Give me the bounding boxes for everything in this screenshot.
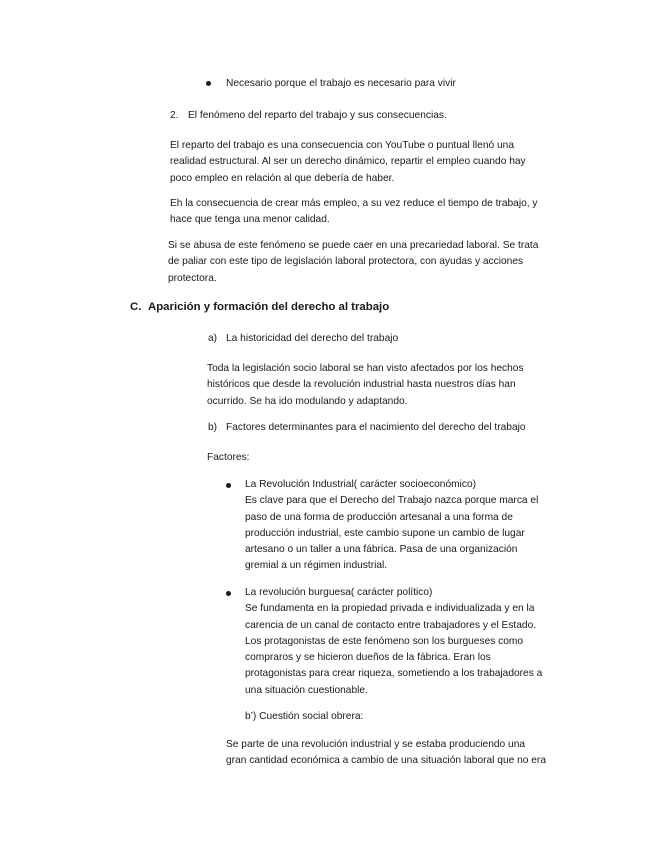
sub-label: a) bbox=[208, 333, 218, 344]
section-heading: Aparición y formación del derecho al trabajo bbox=[148, 301, 390, 313]
sub-heading-b-prime: b’) Cuestión social obrera: bbox=[245, 711, 364, 722]
paragraph-line: ocurrido. Se ha ido modulando y adaptando. bbox=[207, 395, 408, 407]
paragraph-cuestion-social bbox=[226, 737, 546, 770]
factor-title: La revolución burguesa( carácter político) bbox=[245, 587, 433, 598]
factor-title: La Revolución Industrial( carácter socioeconómico) bbox=[245, 479, 477, 490]
sub-heading-b: Factores determinantes para el nacimiento del derecho del trabajo bbox=[226, 422, 526, 433]
factores-label: Factores: bbox=[207, 452, 250, 463]
paragraph-line: compraros y se hicieron dueños de la fábrica. Eran los bbox=[245, 652, 491, 664]
factor-revolucion-industrial bbox=[245, 477, 538, 575]
paragraph-historicidad bbox=[207, 361, 524, 410]
paragraph-line: carencia de un canal de contacto entre trabajadores y el Estado. bbox=[245, 619, 537, 631]
section-letter: C. bbox=[130, 301, 142, 313]
paragraph-line: hace que tenga una menor calidad. bbox=[170, 214, 330, 226]
paragraph-line: una situación cuestionable. bbox=[245, 684, 368, 696]
sub-label: b) bbox=[208, 422, 218, 433]
paragraph-line: Eh la consecuencia de crear más empleo, a su vez reduce el tiempo de trabajo, y bbox=[170, 198, 538, 209]
paragraph-reparto bbox=[170, 138, 526, 187]
list-item-2: El fenómeno del reparto del trabajo y sus consecuencias. bbox=[188, 110, 447, 121]
paragraph-line: El reparto del trabajo es una consecuencia con YouTube o puntual llenó una bbox=[170, 140, 514, 151]
paragraph-line: históricos que desde la revolución industrial hasta nuestros días han bbox=[207, 379, 516, 391]
paragraph-line: Es clave para que el Derecho del Trabajo nazca porque marca el bbox=[245, 495, 539, 507]
list-number: 2. bbox=[170, 110, 179, 121]
paragraph-line: protagonistas para crear riqueza, sometiendo a los trabajadores a bbox=[245, 668, 543, 680]
paragraph-line: paso de una forma de producción artesanal a una forma de bbox=[245, 511, 513, 523]
bullet-dot bbox=[206, 81, 211, 86]
paragraph-consecuencia bbox=[170, 196, 538, 229]
paragraph-line: artesano o un taller a una fábrica. Pasa de una organización bbox=[245, 544, 518, 556]
paragraph-line: Se fundamenta en la propiedad privada e individualizada y en la bbox=[245, 603, 535, 615]
paragraph-line: Toda la legislación socio laboral se han visto afectados por los hechos bbox=[207, 363, 524, 374]
paragraph-line: producción industrial, este cambio supone un cambio de lugar bbox=[245, 527, 525, 539]
paragraph-precariedad bbox=[168, 238, 538, 287]
bullet-dot bbox=[226, 591, 231, 596]
paragraph-line: gremial a un régimen industrial. bbox=[245, 560, 388, 572]
bullet-item-top: Necesario porque el trabajo es necesario para vivir bbox=[226, 78, 456, 89]
paragraph-line: de paliar con este tipo de legislación laboral protectora, con ayudas y acciones bbox=[168, 256, 524, 268]
factor-revolucion-burguesa bbox=[245, 585, 542, 699]
paragraph-line: gran cantidad económica a cambio de una situación laboral que no era bbox=[226, 755, 546, 767]
sub-heading-a: La historicidad del derecho del trabajo bbox=[226, 333, 399, 344]
paragraph-line: Se parte de una revolución industrial y se estaba produciendo una bbox=[226, 739, 526, 750]
paragraph-line: protectora. bbox=[168, 272, 217, 284]
paragraph-line: Si se abusa de este fenómeno se puede caer en una precariedad laboral. Se trata bbox=[168, 240, 539, 251]
bullet-dot bbox=[226, 483, 231, 488]
paragraph-line: realidad estructural. Al ser un derecho dinámico, repartir el empleo cuando hay bbox=[170, 156, 526, 168]
paragraph-line: Los protagonistas de este fenómeno son los burgueses como bbox=[245, 635, 524, 647]
paragraph-line: poco empleo en relación al que debería de haber. bbox=[170, 172, 395, 184]
